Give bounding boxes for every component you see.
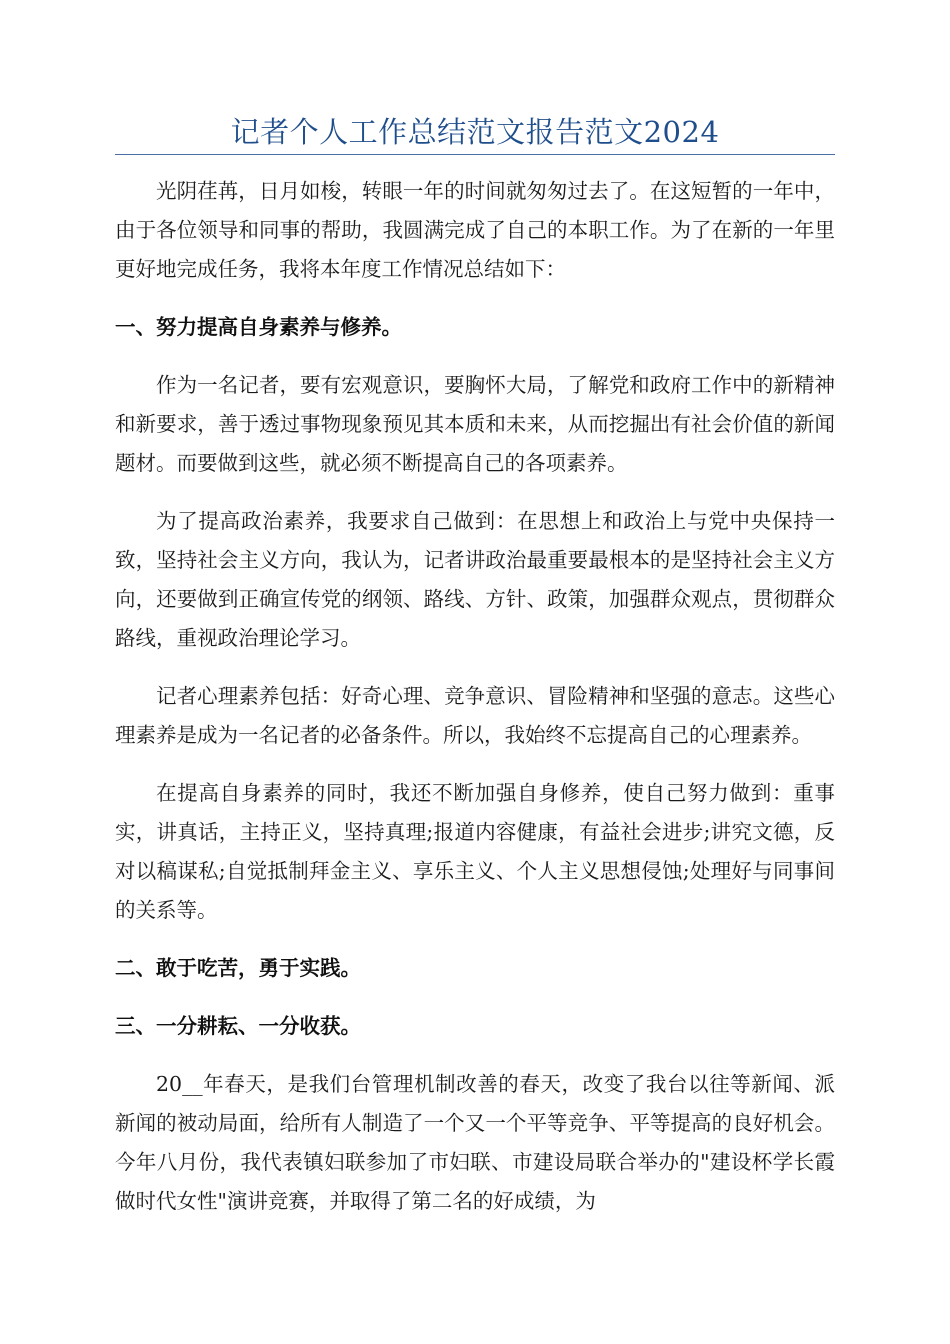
section-heading-3: 三、一分耕耘、一分收获。 [115, 1014, 361, 1038]
document-body [115, 172, 835, 1240]
page-title: 记者个人工作总结范文报告范文2024 [230, 115, 720, 149]
section-heading-2: 二、敢于吃苦，勇于实践。 [115, 956, 361, 980]
paragraph-intro: 光阴荏苒，日月如梭，转眼一年的时间就匆匆过去了。在这短暂的一年中，由于各位领导和同事的帮助，我圆满完成了自己的本职工作。为了在新的一年里更好地完成任务，我将本年度工作情况总结如下： [115, 179, 835, 281]
title-underline [115, 154, 835, 155]
section-heading-1: 一、努力提高自身素养与修养。 [115, 315, 402, 339]
paragraph-self-cultivation: 在提高自身素养的同时，我还不断加强自身修养，使自己努力做到：重事实，讲真话，主持正义，坚持真理;报道内容健康，有益社会进步;讲究文德，反对以稿谋私;自觉抵制拜金主义、享乐主义、个人主义思想侵蚀;处理好与同事间的关系等。 [115, 781, 835, 922]
paragraph-macro-awareness: 作为一名记者，要有宏观意识，要胸怀大局，了解党和政府工作中的新精神和新要求，善于透过事物现象预见其本质和未来，从而挖掘出有社会价值的新闻题材。而要做到这些，就必须不断提高自己的各项素养。 [115, 373, 835, 475]
paragraph-spring-reform: 20__年春天，是我们台管理机制改善的春天，改变了我台以往等新闻、派新闻的被动局面，给所有人制造了一个又一个平等竞争、平等提高的良好机会。今年八月份，我代表镇妇联参加了市妇联、市建设局联合举办的"建设杯学长霞做时代女性"演讲竞赛，并取得了第二名的好成绩，为 [115, 1072, 835, 1213]
paragraph-psychological-quality: 记者心理素养包括：好奇心理、竞争意识、冒险精神和坚强的意志。这些心理素养是成为一名记者的必备条件。所以，我始终不忘提高自己的心理素养。 [115, 684, 835, 747]
paragraph-political-quality: 为了提高政治素养，我要求自己做到：在思想上和政治上与党中央保持一致，坚持社会主义方向，我认为，记者讲政治最重要最根本的是坚持社会主义方向，还要做到正确宣传党的纲领、路线、方针、政策，加强群众观点，贯彻群众路线，重视政治理论学习。 [115, 509, 835, 650]
